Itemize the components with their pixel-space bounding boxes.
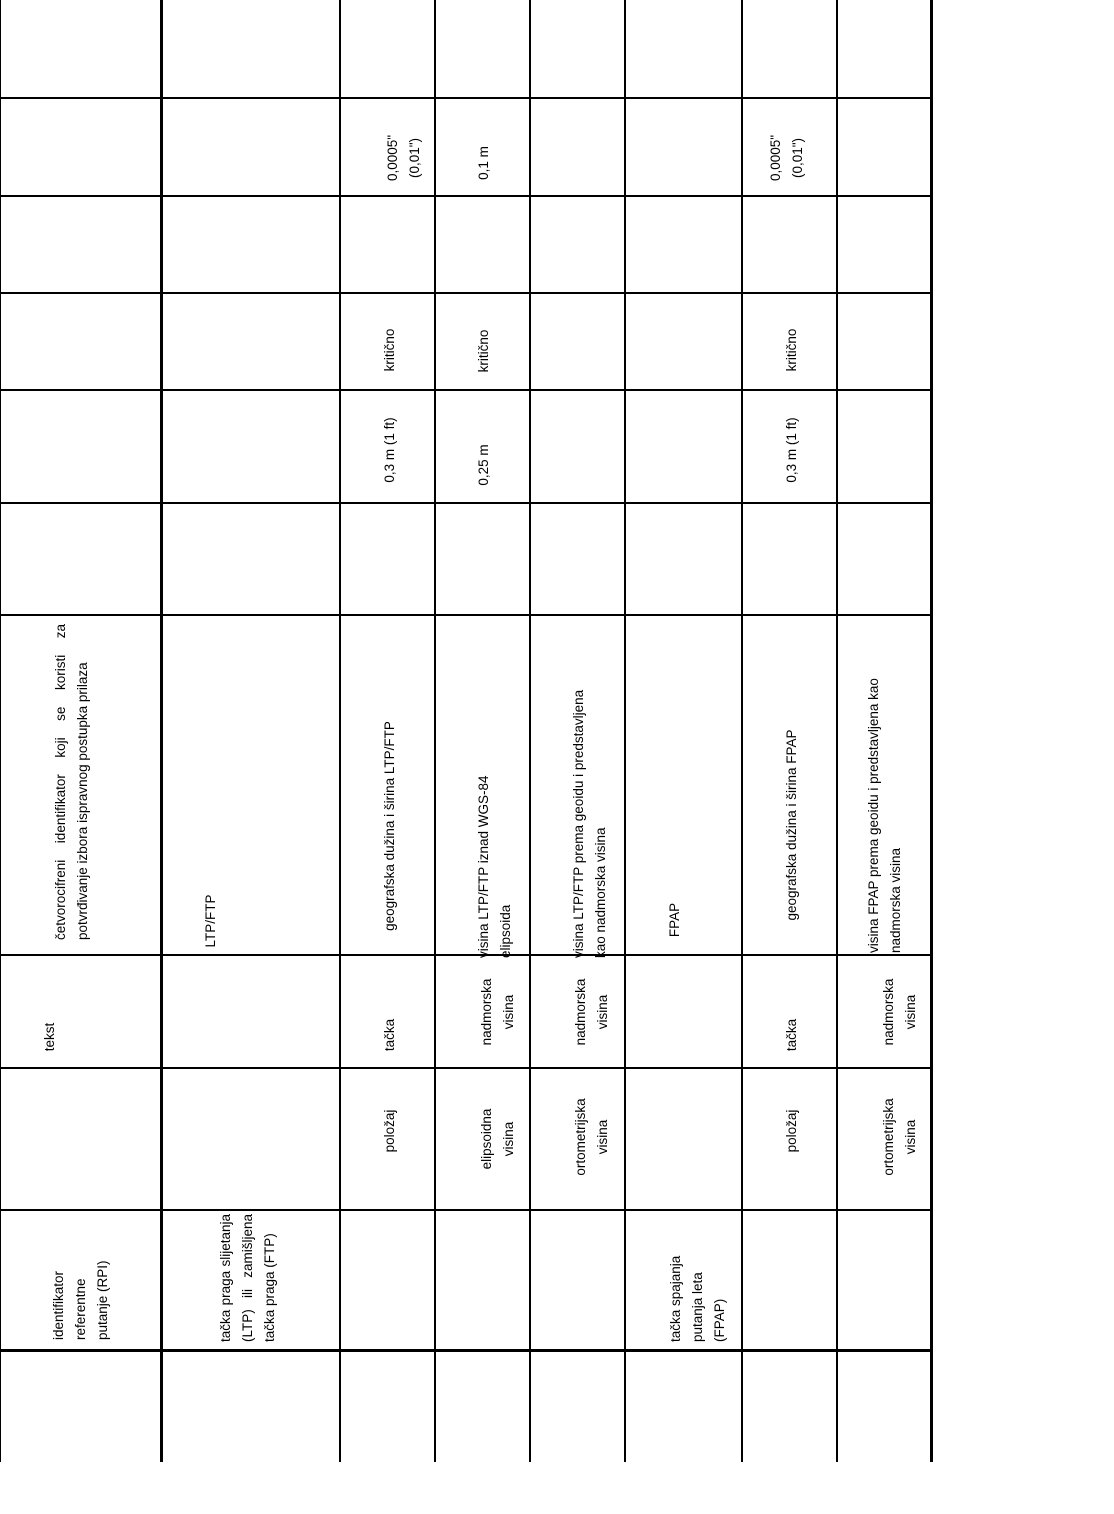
- cell-ltp-name: tačka praga slijetanja (LTP) ili zamišljena tačka praga (FTP): [218, 1214, 277, 1342]
- row-border: [339, 0, 341, 1462]
- cell-ltp-position-description: geografska dužina i širina LTP/FTP: [382, 721, 397, 931]
- row-border: [836, 0, 838, 1462]
- row-border: [529, 0, 531, 1462]
- cell-fpap-label: FPAP: [667, 902, 682, 938]
- cell-ltp-ellipsoid-resolution: 0,1 m: [476, 146, 491, 180]
- cell-ltp-ellipsoid-integrity: kritično: [476, 329, 491, 373]
- row-border: [624, 0, 626, 1462]
- column-border: [0, 614, 932, 616]
- cell-ltp-label: LTP/FTP: [203, 894, 218, 948]
- cell-fpap-name: tačka spajanja putanja leta (FPAP): [668, 1255, 727, 1342]
- cell-ltp-position-type: tačka: [382, 1018, 397, 1052]
- cell-ltp-position-integrity: kritično: [382, 328, 397, 372]
- cell-rpi-description: četvorocifreni identifikator koji se koristi za potvrđivanje izbora ispravnog postupka prilaza: [53, 624, 90, 940]
- cell-rpi-type: tekst: [42, 1022, 57, 1052]
- cell-fpap-ortho-description: visina FPAP prema geoidu i predstavljena kao nadmorska visina: [866, 678, 903, 953]
- cell-ltp-position-accuracy: 0,3 m (1 ft): [382, 417, 397, 483]
- cell-fpap-position-integrity: kritično: [784, 328, 799, 372]
- column-border: [0, 389, 932, 391]
- column-border: [0, 97, 932, 99]
- cell-fpap-position-resolution: 0,0005" (0,01"): [768, 134, 805, 182]
- column-border: [0, 502, 932, 504]
- column-border: [0, 292, 932, 294]
- cell-rpi-name: identifikator referentne putanje (RPI): [51, 1260, 110, 1340]
- row-border: [160, 0, 163, 1462]
- row-border: [741, 0, 743, 1462]
- cell-ltp-position-subject: položaj: [382, 1109, 397, 1153]
- cell-ltp-ortho-description: visina LTP/FTP prema geoidu i predstavljena kao nadmorska visina: [571, 689, 608, 958]
- column-border: [0, 1067, 932, 1069]
- cell-fpap-position-type: tačka: [784, 1018, 799, 1052]
- cell-fpap-ortho-subject: ortometrijska visina: [881, 1098, 918, 1176]
- column-border: [0, 1349, 932, 1352]
- row-border: [0, 0, 1, 1462]
- cell-ltp-ellipsoid-type: nadmorska visina: [479, 978, 516, 1046]
- cell-fpap-position-subject: položaj: [784, 1109, 799, 1153]
- row-border: [434, 0, 436, 1462]
- column-border: [0, 195, 932, 197]
- cell-fpap-ortho-type: nadmorska visina: [881, 978, 918, 1046]
- cell-ltp-ellipsoid-subject: elipsoidna visina: [479, 1108, 516, 1170]
- cell-ltp-position-resolution: 0,0005" (0,01"): [385, 134, 422, 182]
- row-border: [930, 0, 933, 1462]
- cell-fpap-position-accuracy: 0,3 m (1 ft): [784, 417, 799, 483]
- column-border: [0, 954, 932, 956]
- cell-ltp-ellipsoid-description: visina LTP/FTP iznad WGS-84 elipsoida: [476, 775, 513, 958]
- column-border: [0, 1209, 932, 1211]
- cell-ltp-ellipsoid-accuracy: 0,25 m: [476, 444, 491, 486]
- cell-fpap-position-description: geografska dužina i širina FPAP: [784, 729, 799, 921]
- cell-ltp-ortho-subject: ortometrijska visina: [573, 1098, 610, 1176]
- cell-ltp-ortho-type: nadmorska visina: [573, 978, 610, 1046]
